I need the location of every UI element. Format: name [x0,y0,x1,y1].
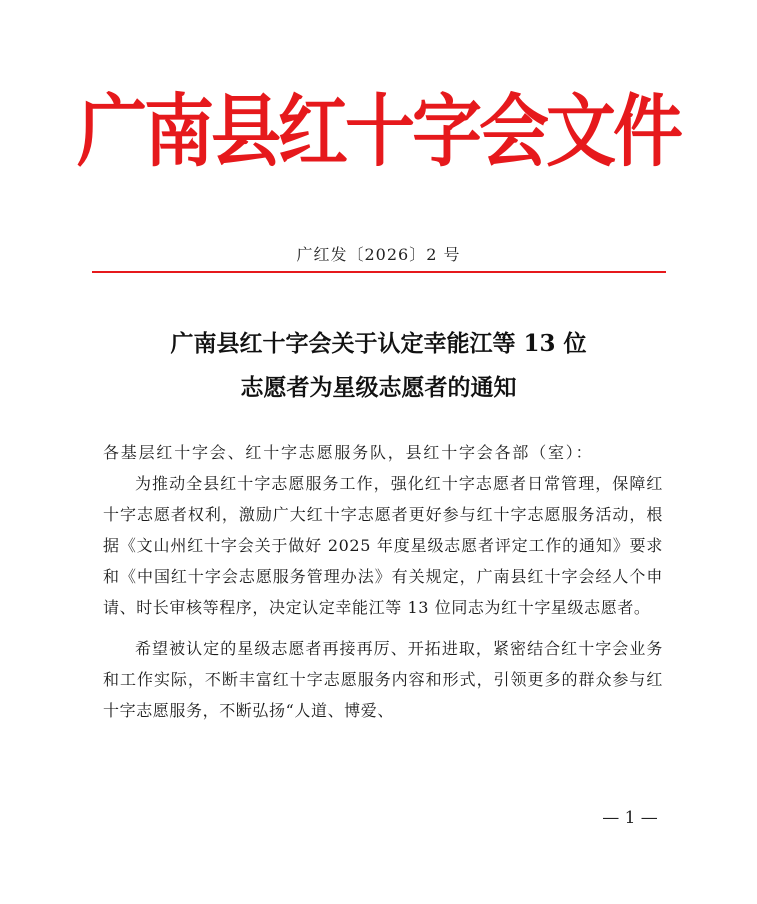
notice-title [0,322,757,410]
masthead-title: 广南县红十字会文件 [77,84,680,178]
body-paragraph-2: 希望被认定的星级志愿者再接再厉、开拓进取，紧密结合红十字会业务和工作实际，不断丰富红十字志愿服务内容和形式，引领更多的群众参与红十字志愿服务，不断弘扬“人道、博爱、 [103,639,663,720]
document-number: 广红发〔2026〕2 号 [296,245,461,264]
notice-body [103,437,663,726]
body-paragraph-1: 为推动全县红十字志愿服务工作，强化红十字志愿者日常管理，保障红十字志愿者权利，激励广大红十字志愿者更好参与红十字志愿服务活动，根据《文山州红十字会关于做好 2025 年度星级志愿者评定工作的通知》要求和《中国红十字会志愿服务管理办法》有关规定，广南县红十字会经人个申请、时长审核等程序，决定认定幸能江等 13 位同志为红十字星级志愿者。 [103,474,663,617]
notice-title-line-1: 广南县红十字会关于认定幸能江等 13 位 [170,330,587,357]
page-number: — 1 — [602,808,658,828]
red-divider-line [92,271,666,273]
notice-title-line-2: 志愿者为星级志愿者的通知 [240,374,517,401]
salutation: 各基层红十字会、红十字志愿服务队，县红十字会各部（室）： [103,443,594,462]
